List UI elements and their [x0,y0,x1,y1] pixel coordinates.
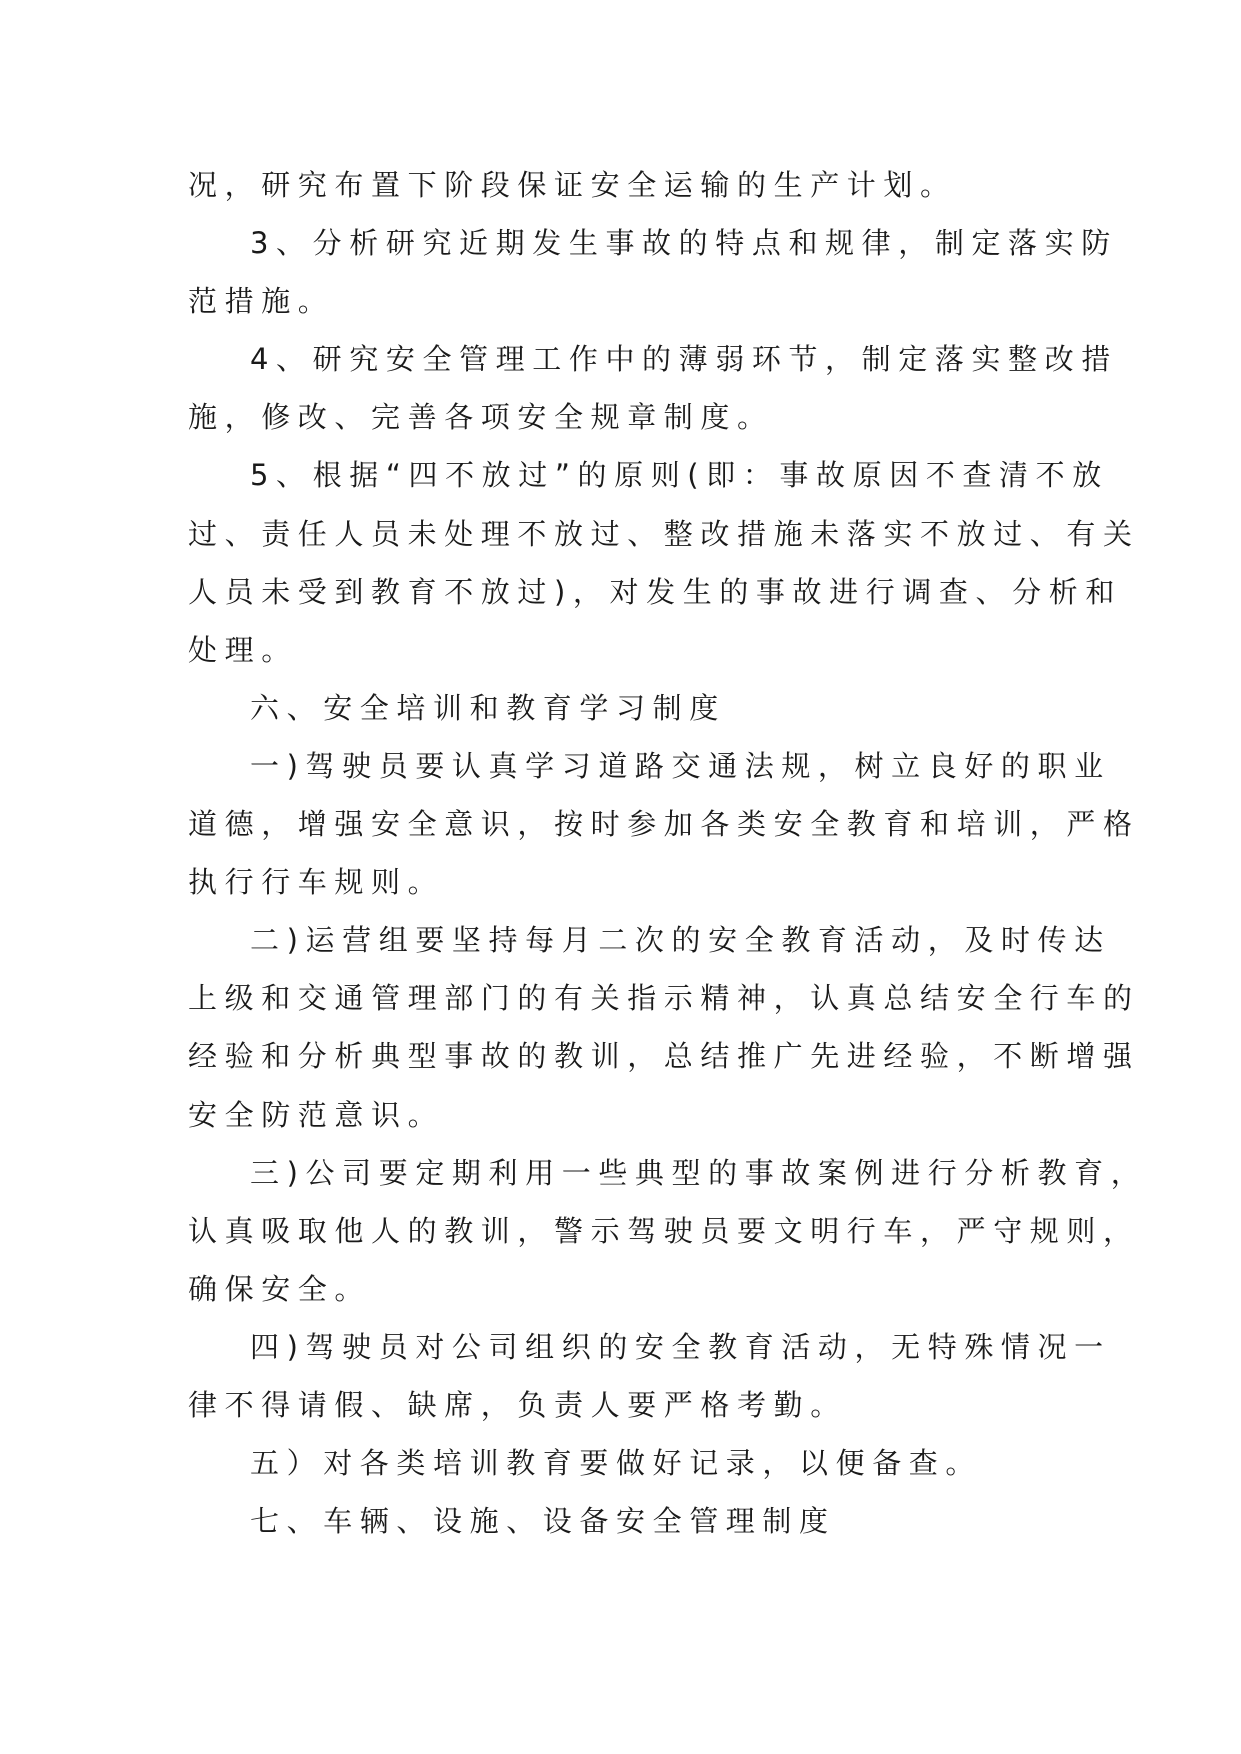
text-line: 上级和交通管理部门的有关指示精神，认真总结安全行车的 [188,981,1140,1016]
text-line: 4、研究安全管理工作中的薄弱环节，制定落实整改措 [250,342,1118,377]
text-line: 安全防范意识。 [188,1097,445,1132]
text-line: 处理。 [188,632,298,667]
text-line: 5、根据“四不放过”的原则(即：事故原因不查清不放 [250,458,1109,493]
text-line: 范措施。 [188,284,335,319]
text-line: 一)驾驶员要认真学习道路交通法规，树立良好的职业 [250,748,1111,783]
text-line: 3、分析研究近期发生事故的特点和规律，制定落实防 [250,226,1118,261]
text-line: 确保安全。 [188,1271,372,1306]
text-line: 四)驾驶员对公司组织的安全教育活动，无特殊情况一 [250,1329,1111,1364]
section-heading: 七、车辆、设施、设备安全管理制度 [250,1504,836,1539]
text-line: 五）对各类培训教育要做好记录，以便备查。 [250,1446,983,1481]
text-line: 施，修改、完善各项安全规章制度。 [188,400,774,435]
section-heading: 六、安全培训和教育学习制度 [250,690,726,725]
text-line: 二)运营组要坚持每月二次的安全教育活动，及时传达 [250,923,1111,958]
text-line: 三)公司要定期利用一些典型的事故案例进行分析教育， [250,1155,1148,1190]
document-body [188,156,1148,1550]
text-line: 执行行车规则。 [188,865,445,900]
text-line: 道德，增强安全意识，按时参加各类安全教育和培训，严格 [188,807,1140,842]
text-line: 认真吸取他人的教训，警示驾驶员要文明行车，严守规则， [188,1213,1140,1248]
text-line: 况，研究布置下阶段保证安全运输的生产计划。 [188,168,957,202]
text-line: 过、责任人员未处理不放过、整改措施未落实不放过、有关 [188,516,1140,551]
text-line: 人员未受到教育不放过)，对发生的事故进行调查、分析和 [188,574,1122,609]
text-line: 律不得请假、缺席，负责人要严格考勤。 [188,1387,847,1422]
text-line: 经验和分析典型事故的教训，总结推广先进经验，不断增强 [188,1039,1140,1074]
